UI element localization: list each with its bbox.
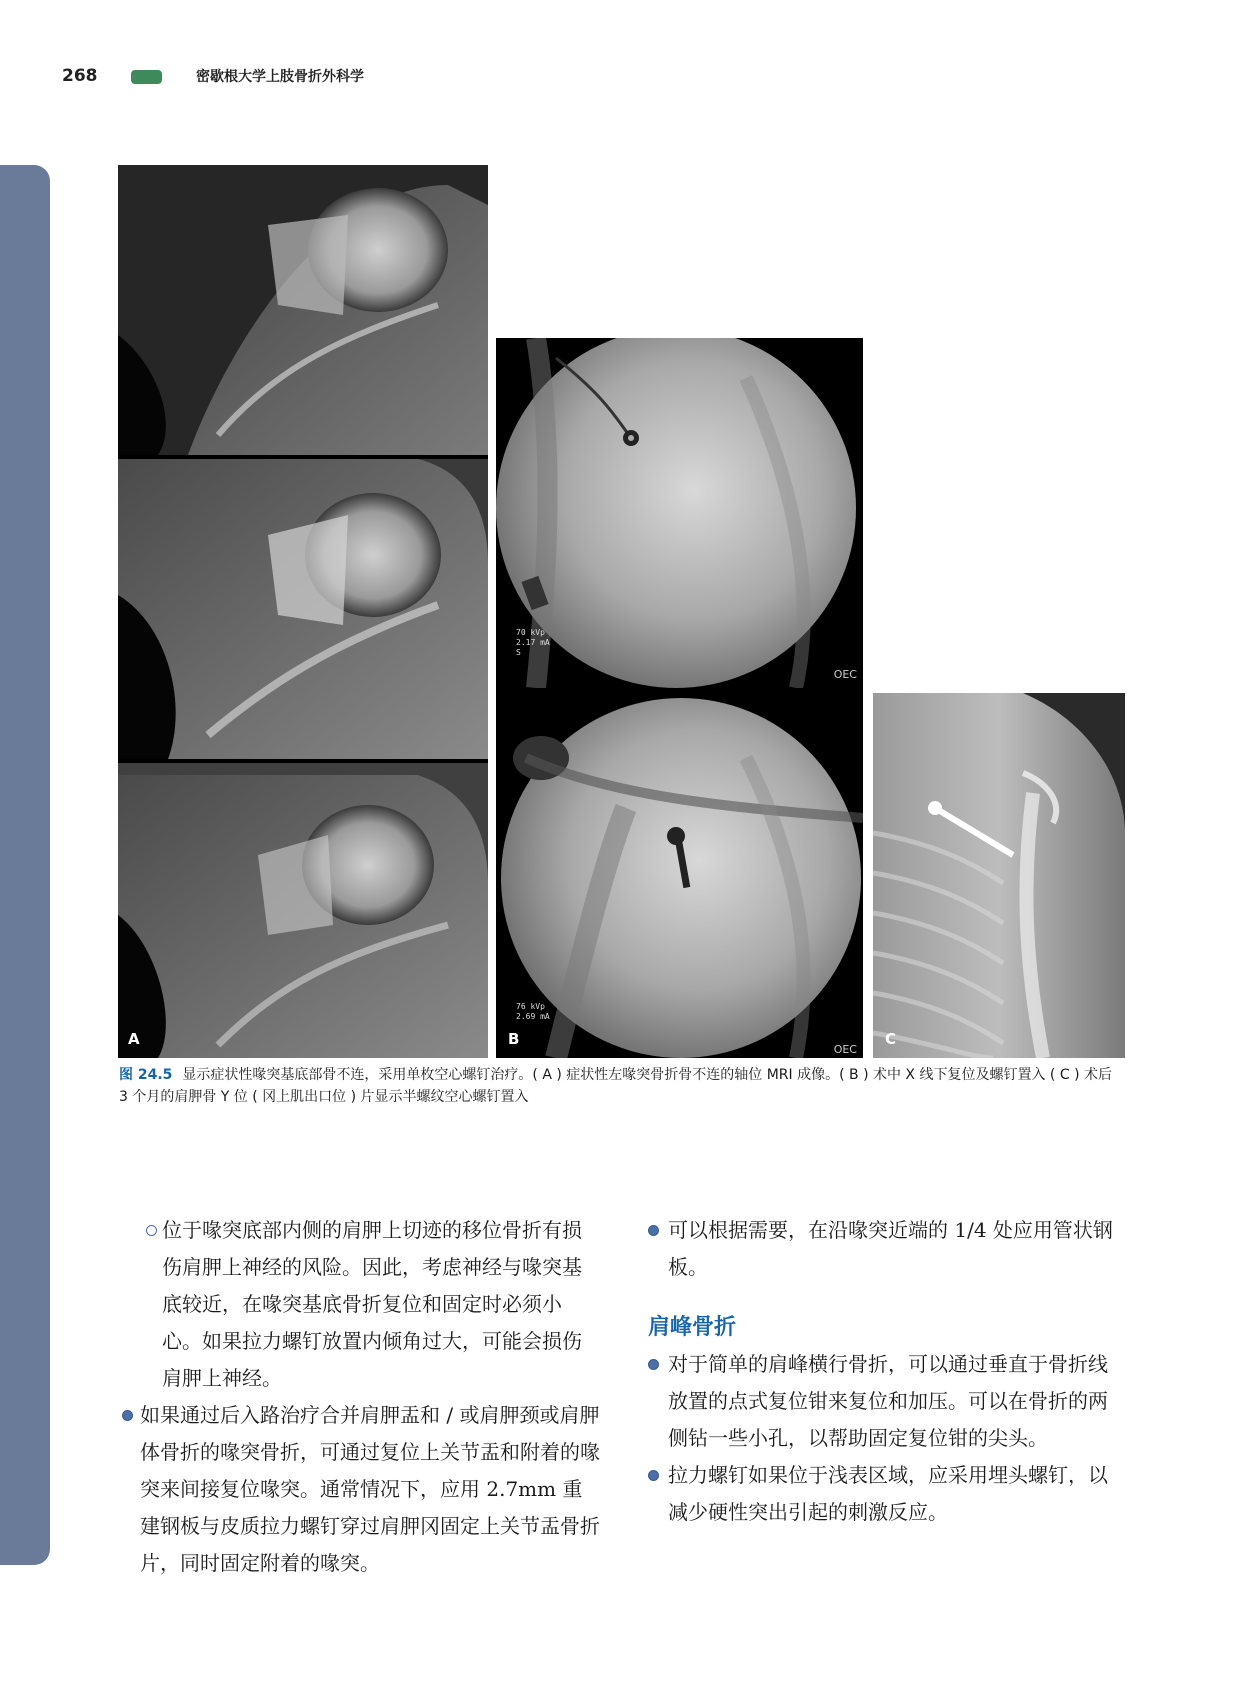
figure-caption [119,1064,1119,1108]
list-item-text: 拉力螺钉如果位于浅表区域，应采用埋头螺钉，以减少硬性突出引起的刺激反应。 [668,1463,1108,1524]
list-item [140,1212,600,1397]
section-heading: 肩峰骨折 [648,1315,737,1340]
list-item [648,1212,1123,1286]
solid-bullet-icon [648,1225,659,1236]
list-item-text: 如果通过后入路治疗合并肩胛盂和 / 或肩胛颈或肩胛体骨折的喙突骨折，可通过复位上关节盂和附着的喙突来间接复位喙突。通常情况下，应用 2.7mm 重建钢板与皮质拉力螺钉穿过肩胛冈固定上关节盂骨折片，同时固定附着的喙突。 [140,1403,600,1575]
brand-mark-bottom: OEC [833,1043,857,1056]
solid-bullet-icon [648,1359,659,1370]
mri-image [118,165,488,1058]
running-title: 密歇根大学上肢骨折外科学 [196,69,364,85]
list-item-text: 可以根据需要，在沿喙突近端的 1/4 处应用管状钢板。 [668,1218,1113,1279]
caption-text: 显示症状性喙突基底部骨不连，采用单枚空心螺钉治疗。( A ) 症状性左喙突骨折骨不连的轴位 MRI 成像。( B ) 术中 X 线下复位及螺钉置入 ( C ) 术后 3 个月的肩胛骨 Y 位 ( 冈上肌出口位 ) 片显示半螺纹空心螺钉置入 [119,1067,1112,1105]
mri-slice-3 [118,763,488,1058]
xray-settings-bottom: 76 kVp 2.69 mA [516,1002,550,1021]
side-thumb-tab [0,165,50,1565]
figure-number: 图 24.5 [119,1067,173,1083]
panel-label-c: C [885,1030,897,1048]
mri-slice-2 [118,459,488,759]
fluoro-top [496,338,863,688]
xray-settings-top: 70 kVp 2.17 mA S [516,628,550,657]
fluoroscopy-image [496,338,863,1058]
solid-bullet-icon [648,1470,659,1481]
list-item [648,1457,1123,1531]
mri-slice-1 [118,165,488,455]
panel-label-a: A [128,1030,140,1048]
figure-panel-c [873,693,1125,1058]
solid-bullet-icon [122,1410,133,1421]
list-item [122,1397,600,1582]
figure-panel-b [496,338,863,1058]
page-number: 268 [62,66,98,86]
right-column [648,1212,1123,1531]
figure-panel-a [118,165,488,1058]
header-color-marker [131,70,162,84]
hollow-bullet-icon [146,1225,157,1236]
fluoro-bottom [496,696,863,1058]
brand-mark-top: OEC [833,668,857,681]
panel-label-b: B [508,1030,520,1048]
list-item-text: 对于简单的肩峰横行骨折，可以通过垂直于骨折线放置的点式复位钳来复位和加压。可以在骨折的两侧钻一些小孔，以帮助固定复位钳的尖头。 [668,1352,1108,1450]
left-column [140,1212,600,1582]
list-item-text: 位于喙突底部内侧的肩胛上切迹的移位骨折有损伤肩胛上神经的风险。因此，考虑神经与喙突基底较近，在喙突基底骨折复位和固定时必须小心。如果拉力螺钉放置内倾角过大，可能会损伤肩胛上神经。 [162,1218,582,1390]
list-item [648,1346,1123,1457]
radiograph-image [873,693,1125,1058]
